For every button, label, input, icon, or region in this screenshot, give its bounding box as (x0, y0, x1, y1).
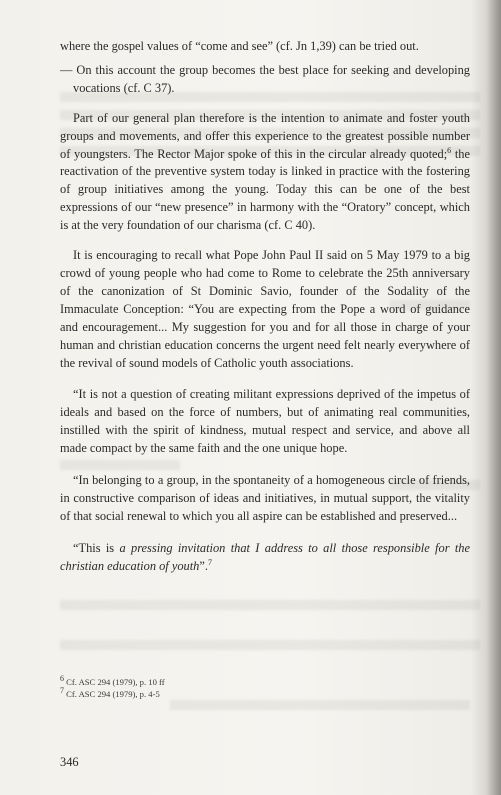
paragraph-general-plan (60, 110, 470, 235)
footnote-6-text: Cf. ASC 294 (1979), p. 10 ff (66, 677, 165, 687)
footnote-7-number: 7 (60, 686, 64, 696)
page-number: 346 (60, 755, 79, 769)
footnote-6-number: 6 (60, 674, 64, 684)
paragraph-quote-invitation (60, 540, 470, 576)
footnote-ref-6[interactable]: 6 (447, 145, 452, 155)
invitation-italic: a pressing invitation that I address to all those responsible for the christian education of youth (60, 540, 470, 573)
footnote-7-text: Cf. ASC 294 (1979), p. 4-5 (66, 689, 160, 699)
footnote-6 (60, 676, 470, 688)
footnote-ref-7[interactable]: 7 (208, 557, 212, 567)
footnote-7 (60, 688, 470, 700)
paragraph-quote-militant: “It is not a question of creating militant expressions deprived of the impetus of ideals and based on the force of numbers, but of animating real communities, instilled with the spirit of kindness, mutual respect and service, and above all made compact by the same faith and the one unique hope. (60, 387, 470, 456)
paragraph-quote-belonging: “In belonging to a group, in the spontaneity of a homogeneous circle of friends, in constructive comparison of ideas and initiatives, in mutual support, the vitality of that social renewal to which you all aspire can be established and preserved... (60, 473, 470, 523)
body-text (60, 38, 470, 576)
invitation-text-a: “This is (73, 540, 120, 555)
paragraph-pope-quote: It is encouraging to recall what Pope John Paul II said on 5 May 1979 to a big crowd of young people who had come to Rome to celebrate the 25th anniversary of the canonization of St Dominic Savio, founder of the Sodality of the Immaculate Conception: “You are expecting from the Pope a word of guidance and encouragement... My suggestion for you and for all those in charge of your human and christian education concerns the urgent need felt nearly everywhere of the revival of sound models of Catholic youth associations. (60, 248, 470, 370)
paragraph-general-plan-text-b: the reactivation of the preventive system today is linked in practice with the fostering of group initiatives among the young. Today this can be one of the best expressions of our “new presence” in harmony with the “Oratory” concept, which is at the very foundation of our charisma (cf. C 40). (60, 146, 470, 233)
invitation-text-b: ”. (199, 558, 208, 573)
footnotes (60, 676, 470, 700)
paragraph-general-plan-text-a: Part of our general plan therefore is the intention to animate and foster youth groups and movements, and offer this experience to the greatest possible number of youngsters. The Rector Major spoke of this in the circular already quoted; (60, 110, 470, 161)
paragraph-dash-item: — On this account the group becomes the best place for seeking and developing vocations (cf. C 37). (60, 62, 470, 95)
paragraph-opening: where the gospel values of “come and see” (cf. Jn 1,39) can be tried out. (60, 39, 419, 53)
